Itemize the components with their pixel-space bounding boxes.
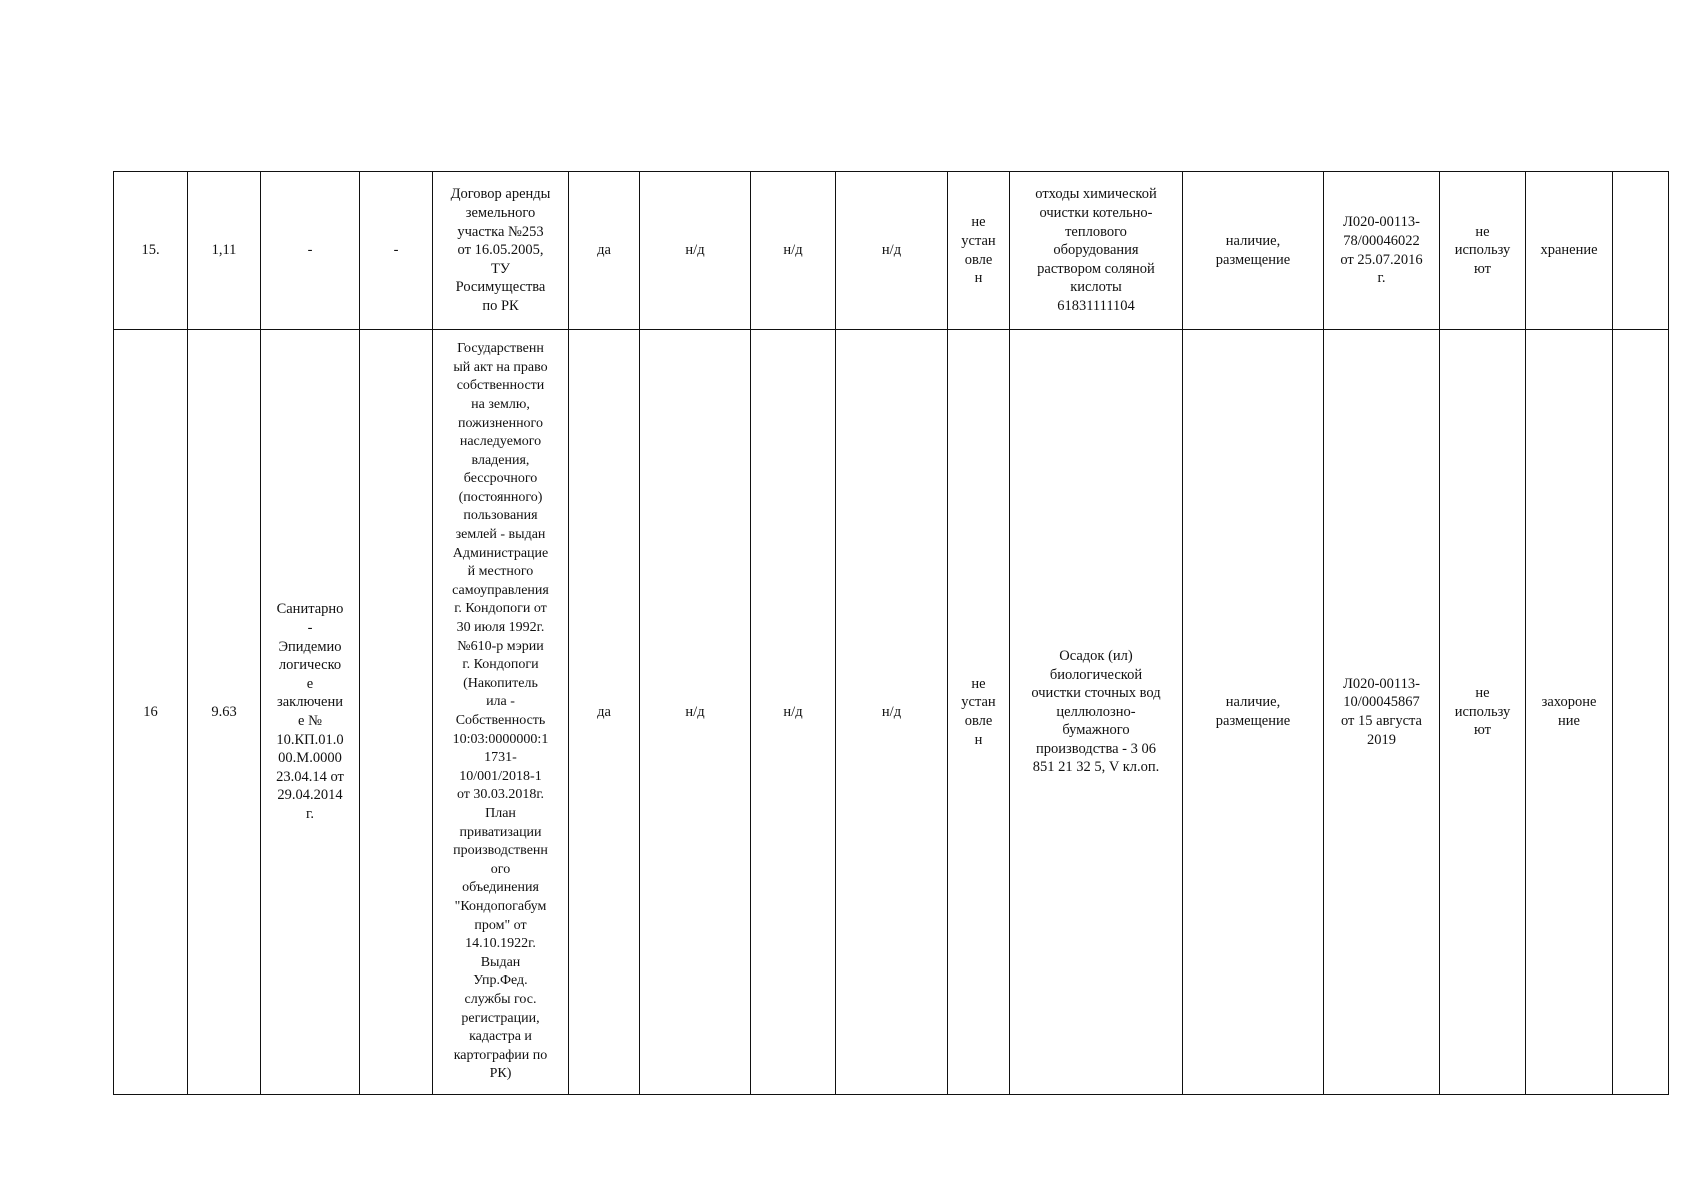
row-number: 16 bbox=[114, 330, 188, 1095]
sanitary-conclusion: Санитарно - Эпидемио логическо е заключени е № 10.КП.01.0 00.М.0000 23.04.14 от 29.04.2014 г. bbox=[261, 330, 360, 1095]
usage-cell: не использу ют bbox=[1440, 172, 1526, 330]
land-document: Государственн ый акт на право собственности на землю, пожизненного наследуемого владения, бессрочного (постоянного) пользования землей - выдан Администрацие й местного самоуправления г. Кондопоги от 30 июля 1992г. №610-р мэрии г. Кондопоги (Накопитель ила - Собственность 10:03:0000000:1 1731- 10/001/2018-1 от 30.03.2018г. План приватизации производственн ого объединения "Кондопогабум пром" от 14.10.1922г. Выдан Упр.Фед. службы гос. регистрации, кадастра и картографии по РК) bbox=[433, 330, 569, 1095]
cell-last bbox=[1613, 172, 1669, 330]
status-cell: не устан овле н bbox=[948, 330, 1010, 1095]
cell-col4 bbox=[360, 330, 433, 1095]
cell-col9: н/д bbox=[836, 172, 948, 330]
table-row bbox=[114, 330, 1669, 1095]
row-number: 15. bbox=[114, 172, 188, 330]
purpose-cell: захороне ние bbox=[1526, 330, 1613, 1095]
cell-col9: н/д bbox=[836, 330, 948, 1095]
cell-col7: н/д bbox=[640, 330, 751, 1095]
table-row bbox=[114, 172, 1669, 330]
activity-cell: наличие, размещение bbox=[1183, 330, 1324, 1095]
cell-col7: н/д bbox=[640, 172, 751, 330]
waste-description: Осадок (ил) биологической очистки сточных вод целлюлозно- бумажного производства - 3 06 851 21 32 5, V кл.оп. bbox=[1010, 330, 1183, 1095]
waste-description: отходы химической очистки котельно- теплового оборудования раствором соляной кислоты 61831111104 bbox=[1010, 172, 1183, 330]
license-cell: Л020-00113- 10/00045867 от 15 августа 2019 bbox=[1324, 330, 1440, 1095]
cell-col6: да bbox=[569, 330, 640, 1095]
license-cell: Л020-00113- 78/00046022 от 25.07.2016 г. bbox=[1324, 172, 1440, 330]
sanitary-conclusion: - bbox=[261, 172, 360, 330]
usage-cell: не использу ют bbox=[1440, 330, 1526, 1095]
purpose-cell: хранение bbox=[1526, 172, 1613, 330]
activity-cell: наличие, размещение bbox=[1183, 172, 1324, 330]
area-value: 1,11 bbox=[188, 172, 261, 330]
cell-col8: н/д bbox=[751, 172, 836, 330]
cell-col8: н/д bbox=[751, 330, 836, 1095]
land-document: Договор аренды земельного участка №253 от 16.05.2005, ТУ Росимущества по РК bbox=[433, 172, 569, 330]
cell-col4: - bbox=[360, 172, 433, 330]
waste-facilities-table bbox=[113, 171, 1669, 1095]
area-value: 9.63 bbox=[188, 330, 261, 1095]
status-cell: не устан овле н bbox=[948, 172, 1010, 330]
cell-last bbox=[1613, 330, 1669, 1095]
cell-col6: да bbox=[569, 172, 640, 330]
